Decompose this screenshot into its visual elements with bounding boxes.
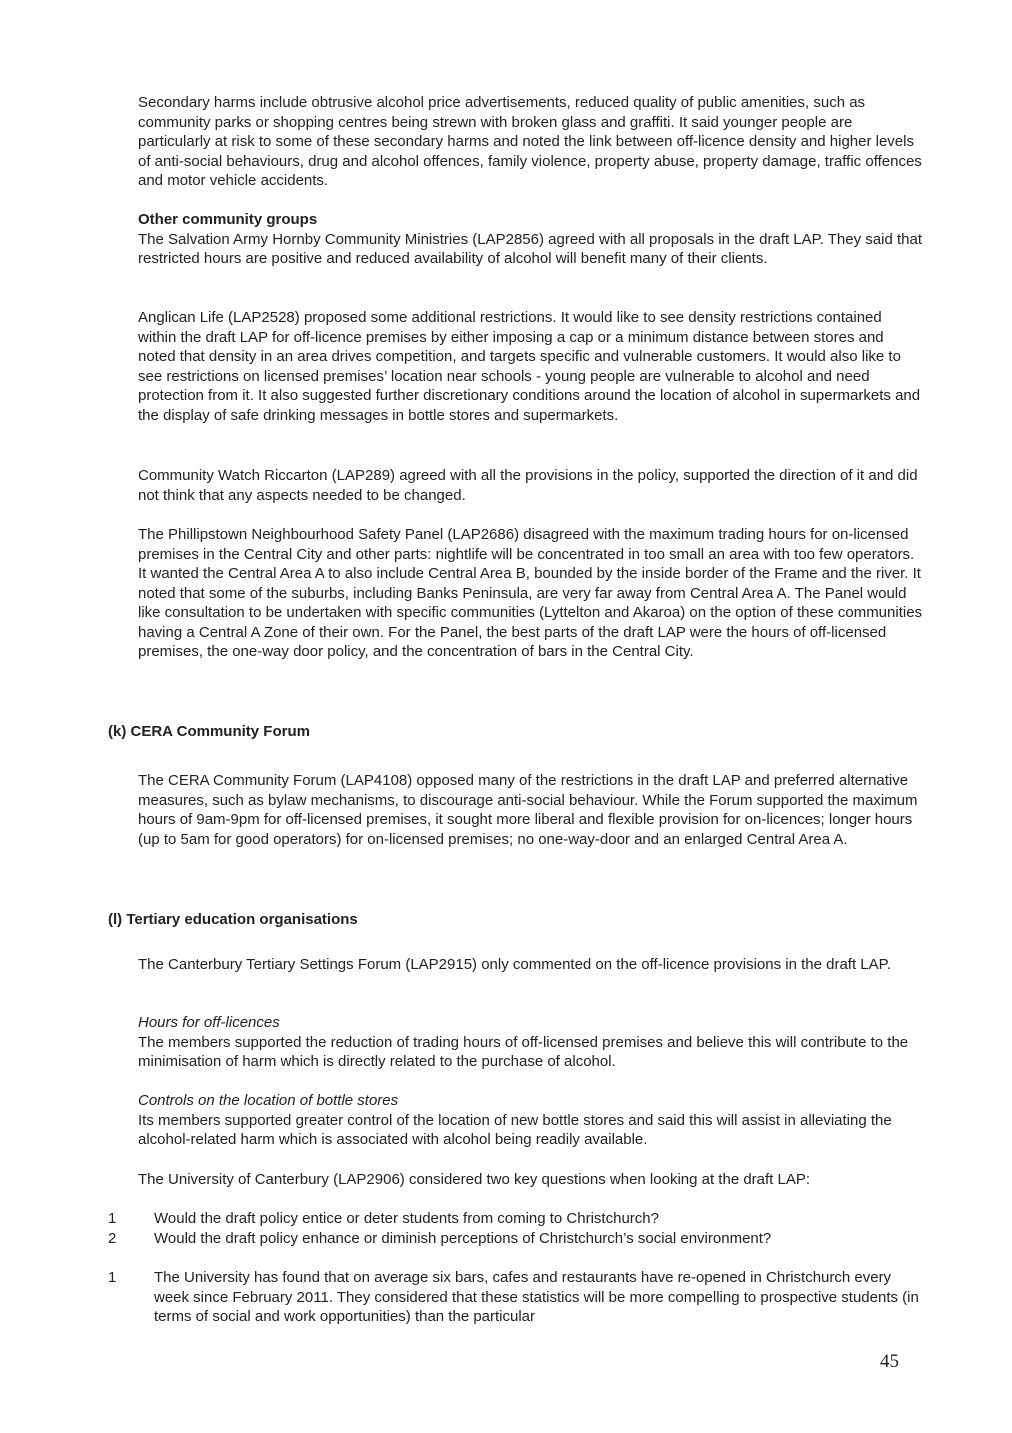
paragraph-cera: The CERA Community Forum (LAP4108) opposed many of the restrictions in the draft LAP and preferred alternative measures, such as bylaw mechanisms, to discourage anti-social behaviour. While the Forum supported the maximum hours of 9am-9pm for off-licensed premises, it sought more liberal and flexible provision for on-licences; longer hours (up to 5am for good operators) for on-licensed premises; no one-way-door and an enlarged Central Area A. xyxy=(138,772,918,848)
paragraph-secondary-harms: Secondary harms include obtrusive alcohol price advertisements, reduced quality of public amenities, such as community parks or shopping centres being strewn with broken glass and graffiti. It said younger people are particularly at risk to some of these secondary harms and noted the link between off-licence density and higher levels of anti-social behaviours, drug and alcohol offences, family violence, property abuse, property damage, traffic offences and motor vehicle accidents. xyxy=(138,94,922,189)
section-bottle-store-location xyxy=(138,1091,924,1150)
question-number: 1 xyxy=(108,1210,117,1227)
question-text: Would the draft policy enhance or diminish perceptions of Christchurch’s social environment? xyxy=(154,1230,772,1247)
paragraph-university-intro: The University of Canterbury (LAP2906) considered two key questions when looking at the draft LAP: xyxy=(138,1171,811,1188)
subheading-bottle-store-location: Controls on the location of bottle stores xyxy=(138,1092,399,1109)
subheading-other-community-groups: Other community groups xyxy=(138,211,318,228)
heading-tertiary-education: (l) Tertiary education organisations xyxy=(108,911,358,928)
paragraph-anglican-life: Anglican Life (LAP2528) proposed some additional restrictions. It would like to see density restrictions contained within the draft LAP for off-licence premises by either imposing a cap or a minimum distance between stores and noted that density in an area drives competition, and targets specific and vulnerable customers. It would also like to see restrictions on licensed premises’ location near schools - young people are vulnerable to alcohol and need protection from it. It also suggested further discretionary conditions around the location of alcohol in supermarkets and the display of safe drinking messages in bottle stores and supermarkets. xyxy=(138,309,921,424)
answer-text: The University has found that on average six bars, cafes and restaurants have re-opened in Christchurch every week since February 2011. They considered that these statistics will be more compelling to prospective students (in terms of social and work opportunities) than the particular xyxy=(154,1269,919,1325)
page-number: 45 xyxy=(880,1351,899,1372)
paragraph-bottle-store-location: Its members supported greater control of the location of new bottle stores and said this will assist in alleviating the alcohol-related harm which is associated with alcohol being readily available. xyxy=(138,1111,892,1148)
paragraph-phillipstown: The Phillipstown Neighbourhood Safety Panel (LAP2686) disagreed with the maximum trading hours for on-licensed premises in the Central City and other parts: nightlife will be concentrated in too small an area with too few operators. It wanted the Central Area A to also include Central Area B, bounded by the inside border of the Frame and the river. It noted that some of the suburbs, including Banks Peninsula, are very far away from Central Area A. The Panel would like consultation to be undertaken with specific communities (Lyttelton and Akaroa) on the option of these communities having a Central A Zone of their own. For the Panel, the best parts of the draft LAP were the hours of off-licensed premises, the one-way door policy, and the concentration of bars in the Central City. xyxy=(138,526,923,660)
paragraph-tertiary-forum: The Canterbury Tertiary Settings Forum (LAP2915) only commented on the off-licence provisions in the draft LAP. xyxy=(138,956,891,973)
question-text: Would the draft policy entice or deter students from coming to Christchurch? xyxy=(154,1210,659,1227)
section-hours-off-licences xyxy=(138,1013,924,1072)
question-number: 2 xyxy=(108,1230,117,1247)
section-other-community-groups xyxy=(138,210,924,269)
paragraph-hours-off-licences: The members supported the reduction of trading hours of off-licensed premises and believe this will contribute to the minimisation of harm which is directly related to the purchase of alcohol. xyxy=(138,1033,909,1070)
heading-cera-community-forum: (k) CERA Community Forum xyxy=(108,723,310,740)
subheading-hours-off-licences: Hours for off-licences xyxy=(138,1014,280,1031)
paragraph-salvation-army: The Salvation Army Hornby Community Ministries (LAP2856) agreed with all proposals in the draft LAP. They said that restricted hours are positive and reduced availability of alcohol will benefit many of their clients. xyxy=(138,230,922,267)
answer-number: 1 xyxy=(108,1269,117,1286)
paragraph-community-watch: Community Watch Riccarton (LAP289) agreed with all the provisions in the policy, supported the direction of it and did not think that any aspects needed to be changed. xyxy=(138,467,918,504)
